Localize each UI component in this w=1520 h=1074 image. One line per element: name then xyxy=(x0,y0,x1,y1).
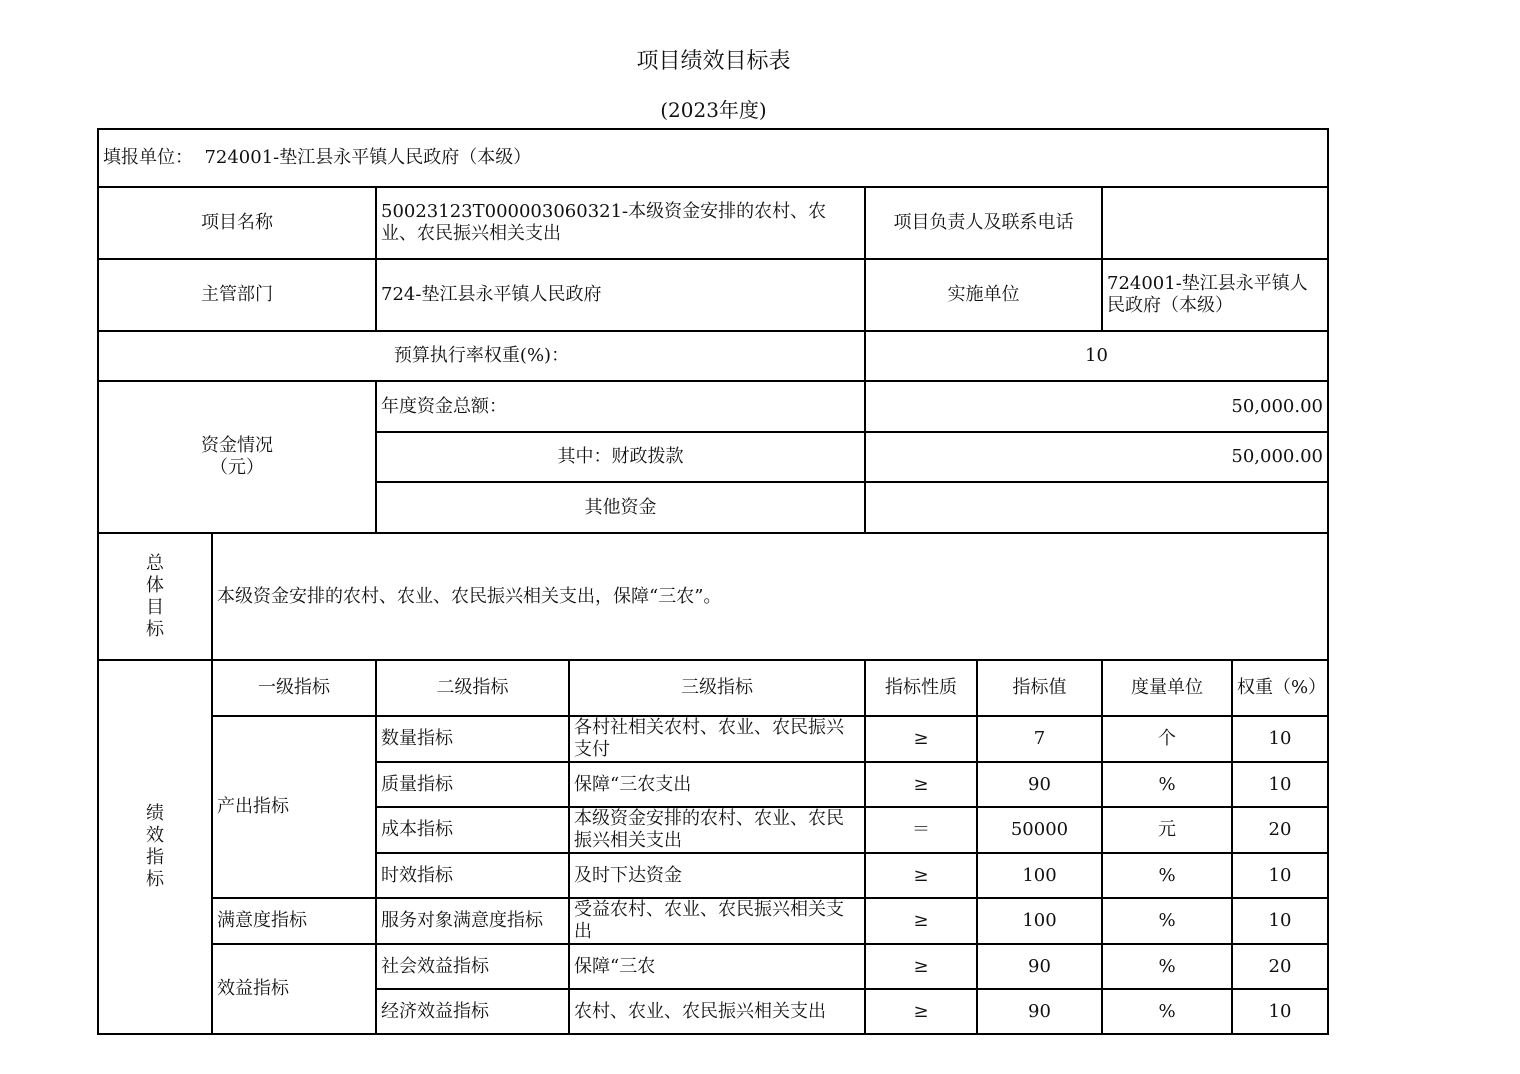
level1-cell: 效益指标 xyxy=(212,944,376,1034)
budget-weight-label: 预算执行率权重(%)： xyxy=(98,331,865,381)
value-cell: 100 xyxy=(977,898,1102,944)
level3-cell xyxy=(569,989,865,1034)
level3-text: 本级资金安排的农村、农业、农民振兴相关支出 xyxy=(574,808,844,851)
value-cell: 90 xyxy=(977,989,1102,1034)
level2-cell: 经济效益指标 xyxy=(376,989,569,1034)
weight-cell: 20 xyxy=(1232,807,1328,853)
funds-unit: （元） xyxy=(210,457,264,478)
weight-cell: 20 xyxy=(1232,944,1328,989)
nature-cell: ≥ xyxy=(865,716,977,762)
nature-cell: ≥ xyxy=(865,853,977,898)
level1-cell: 产出指标 xyxy=(212,716,376,898)
performance-table xyxy=(97,128,1329,1035)
contact-label: 项目负责人及联系电话 xyxy=(865,187,1102,259)
level1-cell: 满意度指标 xyxy=(212,898,376,944)
indicator-header-row xyxy=(98,660,1328,716)
weight-cell: 10 xyxy=(1232,716,1328,762)
table-row xyxy=(98,898,1328,944)
nature-cell: ≥ xyxy=(865,989,977,1034)
project-name-value: 50023123T000003060321-本级资金安排的农村、农业、农民振兴相关支出 xyxy=(376,187,865,259)
level3-text: 农村、农业、农民振兴相关支出 xyxy=(574,1000,826,1022)
table-row xyxy=(98,716,1328,762)
funds-total-label: 年度资金总额： xyxy=(376,381,865,432)
funds-label-text: 资金情况 xyxy=(201,435,273,456)
level3-cell xyxy=(569,898,865,944)
nature-cell: ≥ xyxy=(865,898,977,944)
weight-cell: 10 xyxy=(1232,762,1328,807)
level2-cell: 社会效益指标 xyxy=(376,944,569,989)
level3-cell xyxy=(569,944,865,989)
value-cell: 7 xyxy=(977,716,1102,762)
header-value: 指标值 xyxy=(977,660,1102,716)
value-cell: 90 xyxy=(977,762,1102,807)
level2-cell: 服务对象满意度指标 xyxy=(376,898,569,944)
value-cell: 90 xyxy=(977,944,1102,989)
level3-text: 各村社相关农村、农业、农民振兴支付 xyxy=(574,717,844,760)
header-nature: 指标性质 xyxy=(865,660,977,716)
header-weight: 权重（%） xyxy=(1232,660,1328,716)
weight-cell: 10 xyxy=(1232,898,1328,944)
table-row xyxy=(98,944,1328,989)
level3-text: 保障“三农支出 xyxy=(574,773,692,795)
page-title: 项目绩效目标表 xyxy=(636,49,791,74)
unit-cell: 元 xyxy=(1102,807,1232,853)
level3-cell xyxy=(569,762,865,807)
page-subtitle: (2023年度) xyxy=(660,98,767,122)
impl-value: 724001-垫江县永平镇人民政府（本级） xyxy=(1102,259,1328,331)
funds-fiscal-label: 其中：财政拨款 xyxy=(376,432,865,482)
header-level2: 二级指标 xyxy=(376,660,569,716)
indicator-label-text: 绩 效 指 标 xyxy=(146,803,164,890)
dept-value: 724-垫江县永平镇人民政府 xyxy=(376,259,865,331)
level3-text: 及时下达资金 xyxy=(574,864,682,886)
level3-cell xyxy=(569,716,865,762)
funds-other-value xyxy=(865,482,1328,533)
filler-row xyxy=(98,129,1328,187)
unit-cell: % xyxy=(1102,944,1232,989)
weight-cell: 10 xyxy=(1232,853,1328,898)
funds-other-label: 其他资金 xyxy=(376,482,865,533)
unit-cell: % xyxy=(1102,898,1232,944)
header-level1: 一级指标 xyxy=(212,660,376,716)
budget-weight-value: 10 xyxy=(865,331,1328,381)
level2-cell: 时效指标 xyxy=(376,853,569,898)
goal-text: 本级资金安排的农村、农业、农民振兴相关支出，保障“三农”。 xyxy=(212,533,1328,660)
level3-text: 受益农村、农业、农民振兴相关支出 xyxy=(574,899,844,942)
unit-cell: % xyxy=(1102,762,1232,807)
level3-cell xyxy=(569,807,865,853)
dept-label: 主管部门 xyxy=(98,259,376,331)
level3-cell xyxy=(569,853,865,898)
header-level3: 三级指标 xyxy=(569,660,865,716)
goal-label-text: 总 体 目 标 xyxy=(146,552,164,640)
level3-text: 保障“三农 xyxy=(574,955,656,977)
nature-cell: ≥ xyxy=(865,762,977,807)
project-name-label: 项目名称 xyxy=(98,187,376,259)
funds-total-value: 50,000.00 xyxy=(865,381,1328,432)
funds-label xyxy=(98,381,376,533)
goal-label xyxy=(98,533,212,660)
nature-cell: ＝ xyxy=(865,807,977,853)
unit-cell: 个 xyxy=(1102,716,1232,762)
nature-cell: ≥ xyxy=(865,944,977,989)
impl-label: 实施单位 xyxy=(865,259,1102,331)
level2-cell: 质量指标 xyxy=(376,762,569,807)
unit-cell: % xyxy=(1102,989,1232,1034)
level2-cell: 成本指标 xyxy=(376,807,569,853)
level2-cell: 数量指标 xyxy=(376,716,569,762)
filler-value: 724001-垫江县永平镇人民政府（本级） xyxy=(204,147,532,168)
indicator-label xyxy=(98,660,212,1034)
header-unit: 度量单位 xyxy=(1102,660,1232,716)
funds-fiscal-value: 50,000.00 xyxy=(865,432,1328,482)
filler-label: 填报单位： xyxy=(103,147,193,168)
value-cell: 50000 xyxy=(977,807,1102,853)
unit-cell: % xyxy=(1102,853,1232,898)
weight-cell: 10 xyxy=(1232,989,1328,1034)
value-cell: 100 xyxy=(977,853,1102,898)
contact-value xyxy=(1102,187,1328,259)
